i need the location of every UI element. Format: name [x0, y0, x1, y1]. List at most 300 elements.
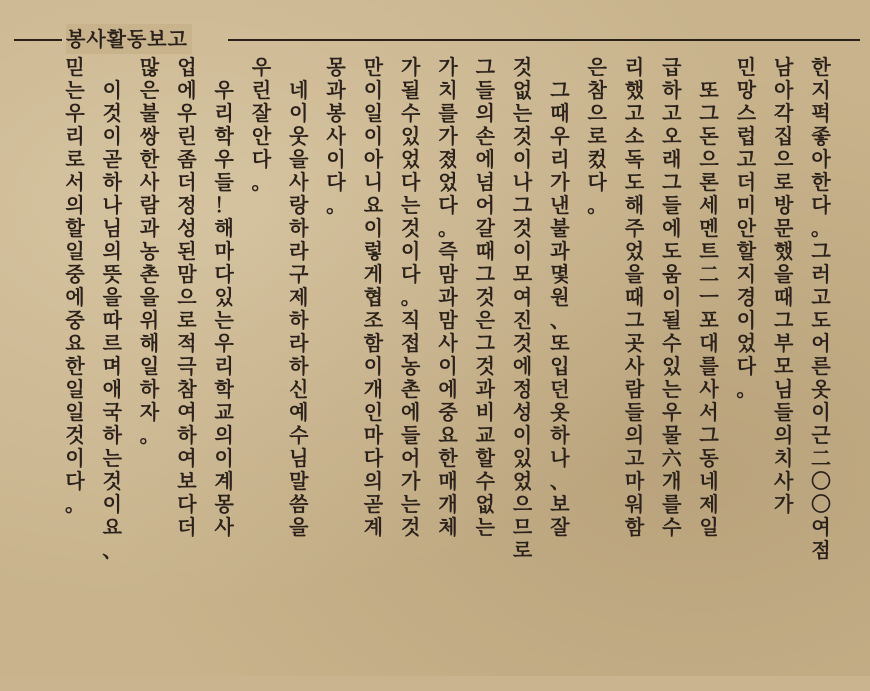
- glyph: 없: [512, 78, 533, 102]
- glyph: 리: [214, 354, 234, 378]
- glyph: 에: [438, 377, 458, 401]
- glyph: 즉: [438, 239, 458, 263]
- header-rule-right: [228, 39, 860, 41]
- glyph: 일: [139, 354, 160, 378]
- glyph: 중: [65, 308, 85, 332]
- glyph: 매: [438, 469, 458, 493]
- glyph: 몽: [326, 55, 346, 79]
- glyph: 으: [699, 147, 719, 171]
- glyph: 다: [811, 193, 831, 217]
- glyph: 에: [662, 216, 682, 240]
- glyph: 이: [662, 285, 682, 309]
- glyph: 물: [662, 423, 682, 447]
- glyph: 게: [363, 262, 384, 286]
- glyph: 마: [624, 469, 645, 493]
- glyph: 오: [662, 124, 682, 148]
- glyph: 이: [363, 216, 384, 240]
- glyph: 할: [65, 216, 85, 240]
- glyph: 여: [512, 285, 533, 309]
- glyph: 므: [512, 515, 533, 539]
- glyph: 말: [289, 469, 309, 493]
- glyph: 하: [177, 423, 197, 447]
- glyph: 여: [811, 515, 831, 539]
- section-title: 봉사활동보고: [66, 24, 192, 54]
- glyph: 의: [475, 101, 495, 125]
- glyph: 고: [736, 147, 757, 171]
- text-column: [580, 56, 614, 668]
- glyph: 이: [102, 124, 122, 148]
- glyph: 는: [475, 515, 495, 539]
- text-column: [282, 56, 316, 691]
- glyph: 그: [550, 78, 570, 102]
- glyph: 인: [363, 400, 384, 424]
- glyph: 랑: [289, 193, 309, 217]
- glyph: 수: [401, 101, 421, 125]
- glyph: 많: [139, 55, 160, 79]
- glyph: 것: [401, 515, 421, 539]
- text-column: [431, 56, 465, 668]
- glyph: 그: [811, 239, 831, 263]
- glyph: 으: [512, 492, 533, 516]
- glyph: 、: [549, 469, 570, 493]
- glyph: 른: [811, 354, 831, 378]
- glyph: 의: [102, 239, 122, 263]
- glyph: 하: [139, 377, 160, 401]
- glyph: 。: [587, 193, 608, 217]
- glyph: 점: [811, 538, 831, 562]
- glyph: 사: [139, 170, 160, 194]
- glyph: 촌: [401, 377, 421, 401]
- glyph: 것: [512, 331, 533, 355]
- glyph: 것: [512, 55, 533, 79]
- glyph: 문: [774, 216, 794, 240]
- glyph: 들: [401, 423, 421, 447]
- glyph: 조: [363, 308, 384, 332]
- glyph: 으: [177, 285, 197, 309]
- glyph: 맘: [177, 262, 197, 286]
- glyph: 그: [699, 423, 719, 447]
- glyph: 스: [736, 101, 757, 125]
- glyph: 민: [736, 55, 757, 79]
- glyph: 그: [475, 331, 495, 355]
- glyph: 한: [811, 170, 831, 194]
- glyph: 급: [662, 55, 682, 79]
- vertical-article-body: [40, 56, 840, 668]
- glyph: 과: [139, 216, 160, 240]
- glyph: 하: [289, 308, 309, 332]
- glyph: 중: [438, 400, 458, 424]
- glyph: 이: [512, 423, 533, 447]
- glyph: 。: [251, 170, 272, 194]
- glyph: 손: [475, 124, 495, 148]
- glyph: 우: [214, 78, 234, 102]
- glyph: 이: [65, 446, 85, 470]
- glyph: 협: [363, 285, 384, 309]
- glyph: 망: [736, 78, 757, 102]
- glyph: 좋: [811, 124, 831, 148]
- glyph: 애: [102, 377, 122, 401]
- glyph: 나: [550, 446, 570, 470]
- glyph: 렇: [363, 239, 384, 263]
- glyph: 우: [177, 101, 197, 125]
- glyph: 다: [736, 354, 757, 378]
- glyph: 있: [512, 446, 533, 470]
- glyph: 촌: [139, 262, 160, 286]
- glyph: 다: [587, 170, 607, 194]
- glyph: 으: [587, 101, 607, 125]
- glyph: 리: [550, 147, 570, 171]
- glyph: 를: [662, 492, 682, 516]
- glyph: 의: [624, 423, 645, 447]
- glyph: 사: [438, 331, 458, 355]
- glyph: 。: [326, 193, 347, 217]
- glyph: 수: [475, 469, 495, 493]
- glyph: 로: [65, 147, 85, 171]
- glyph: 동: [699, 446, 719, 470]
- glyph: 접: [401, 331, 421, 355]
- glyph: 일: [65, 400, 85, 424]
- glyph: 있: [662, 354, 682, 378]
- glyph: 우: [251, 55, 272, 79]
- glyph: 은: [587, 55, 607, 79]
- glyph: 돈: [699, 124, 719, 148]
- glyph: 럽: [736, 124, 757, 148]
- glyph: 고: [662, 101, 682, 125]
- glyph: 모: [512, 262, 533, 286]
- glyph: 요: [438, 423, 458, 447]
- glyph: 농: [401, 354, 421, 378]
- glyph: 던: [550, 377, 570, 401]
- glyph: 에: [401, 400, 421, 424]
- glyph: 린: [177, 124, 197, 148]
- glyph: 개: [662, 469, 682, 493]
- glyph: 집: [774, 124, 794, 148]
- glyph: 때: [624, 285, 645, 309]
- glyph: 다: [214, 262, 234, 286]
- glyph: 이: [736, 308, 757, 332]
- glyph: 하: [102, 170, 122, 194]
- glyph: 우: [214, 331, 234, 355]
- glyph: 이: [363, 124, 384, 148]
- glyph: 개: [438, 492, 458, 516]
- glyph: 포: [699, 308, 719, 332]
- glyph: 二: [699, 262, 720, 286]
- glyph: 요: [363, 193, 384, 217]
- glyph: 로: [177, 308, 197, 332]
- glyph: 과: [550, 239, 570, 263]
- glyph: 경: [736, 285, 757, 309]
- glyph: 안: [736, 216, 757, 240]
- glyph: 더: [177, 170, 197, 194]
- glyph: 〇: [811, 469, 831, 493]
- glyph: 또: [699, 78, 719, 102]
- glyph: 는: [102, 446, 122, 470]
- glyph: 요: [65, 331, 85, 355]
- glyph: 멘: [699, 216, 719, 240]
- glyph: 론: [699, 170, 719, 194]
- glyph: 보: [550, 492, 570, 516]
- glyph: 그: [699, 101, 719, 125]
- glyph: 각: [774, 101, 794, 125]
- text-column: [655, 56, 689, 668]
- glyph: 해: [139, 331, 160, 355]
- glyph: 낸: [550, 193, 570, 217]
- glyph: 함: [624, 515, 645, 539]
- glyph: 계: [214, 469, 234, 493]
- glyph: 교: [475, 423, 495, 447]
- glyph: 아: [774, 78, 794, 102]
- glyph: 계: [363, 515, 384, 539]
- glyph: 과: [475, 377, 495, 401]
- glyph: 린: [251, 78, 272, 102]
- glyph: 비: [475, 400, 495, 424]
- glyph: 좀: [177, 147, 197, 171]
- glyph: 남: [774, 55, 794, 79]
- glyph: 것: [475, 354, 495, 378]
- glyph: 씀: [289, 492, 309, 516]
- glyph: 을: [289, 147, 309, 171]
- glyph: 이: [363, 354, 384, 378]
- text-column: [207, 56, 241, 691]
- header-rule-left: [14, 39, 62, 41]
- glyph: 다: [326, 170, 346, 194]
- glyph: 의: [363, 469, 384, 493]
- glyph: 님: [102, 216, 122, 240]
- glyph: 미: [736, 193, 757, 217]
- glyph: 트: [699, 239, 719, 263]
- glyph: 은: [139, 78, 160, 102]
- glyph: 할: [736, 239, 757, 263]
- glyph: 다: [251, 147, 272, 171]
- glyph: 몇: [550, 262, 570, 286]
- glyph: 때: [550, 101, 570, 125]
- glyph: 을: [624, 262, 645, 286]
- glyph: 들: [662, 193, 682, 217]
- glyph: 들: [624, 400, 645, 424]
- glyph: 맘: [438, 308, 458, 332]
- glyph: 들: [774, 400, 794, 424]
- glyph: 사: [289, 170, 309, 194]
- text-column: [394, 56, 428, 668]
- glyph: 여: [177, 400, 197, 424]
- glyph: 성: [512, 400, 533, 424]
- glyph: 만: [363, 55, 384, 79]
- glyph: 리: [65, 124, 85, 148]
- glyph: 보: [177, 469, 197, 493]
- glyph: 어: [475, 193, 495, 217]
- glyph: 뜻: [102, 262, 122, 286]
- glyph: 를: [438, 101, 458, 125]
- glyph: 했: [774, 239, 794, 263]
- glyph: 。: [736, 377, 757, 401]
- glyph: 。: [438, 216, 458, 240]
- glyph: 며: [102, 354, 122, 378]
- glyph: 우: [214, 147, 234, 171]
- glyph: 수: [662, 331, 682, 355]
- glyph: 하: [550, 423, 570, 447]
- glyph: 직: [401, 308, 421, 332]
- text-column: [804, 56, 838, 668]
- glyph: 봉: [326, 101, 346, 125]
- glyph: ㅡ: [699, 285, 719, 309]
- glyph: 신: [289, 377, 309, 401]
- glyph: 니: [363, 170, 384, 194]
- glyph: 과: [438, 285, 458, 309]
- text-column: [133, 56, 167, 668]
- glyph: 치: [438, 78, 458, 102]
- text-column: [729, 56, 763, 668]
- text-column: [618, 56, 652, 668]
- glyph: 때: [475, 239, 495, 263]
- glyph: 있: [401, 124, 421, 148]
- glyph: 하: [662, 78, 682, 102]
- glyph: 것: [512, 124, 533, 148]
- glyph: 그: [662, 170, 682, 194]
- glyph: 컸: [587, 147, 607, 171]
- glyph: 위: [139, 308, 160, 332]
- glyph: 네: [699, 469, 719, 493]
- glyph: 성: [177, 216, 197, 240]
- glyph: 치: [774, 446, 794, 470]
- glyph: 서: [65, 170, 85, 194]
- glyph: 퍽: [811, 101, 831, 125]
- glyph: 가: [550, 170, 570, 194]
- glyph: 람: [624, 377, 645, 401]
- glyph: 우: [65, 101, 85, 125]
- glyph: 사: [699, 377, 719, 401]
- glyph: 움: [662, 262, 682, 286]
- glyph: 어: [401, 446, 421, 470]
- glyph: 한: [139, 147, 160, 171]
- glyph: 의: [65, 193, 85, 217]
- text-column: [506, 56, 540, 668]
- glyph: 갈: [475, 216, 495, 240]
- glyph: 의: [774, 423, 794, 447]
- glyph: 가: [401, 55, 421, 79]
- glyph: 러: [811, 262, 831, 286]
- glyph: 도: [811, 308, 831, 332]
- glyph: 〇: [811, 492, 831, 516]
- glyph: 믿: [65, 55, 85, 79]
- glyph: 체: [438, 515, 458, 539]
- glyph: 웃: [289, 124, 309, 148]
- glyph: 그: [624, 308, 645, 332]
- glyph: 했: [624, 78, 645, 102]
- glyph: 한: [811, 55, 831, 79]
- glyph: 래: [662, 147, 682, 171]
- glyph: 가: [774, 492, 794, 516]
- glyph: 일: [65, 239, 85, 263]
- glyph: 고: [624, 446, 645, 470]
- glyph: 일: [65, 377, 85, 401]
- glyph: 에: [475, 147, 495, 171]
- glyph: 나: [512, 170, 533, 194]
- glyph: 워: [624, 492, 645, 516]
- glyph: 세: [699, 193, 719, 217]
- glyph: 님: [289, 446, 309, 470]
- glyph: 은: [475, 308, 495, 332]
- glyph: 르: [102, 331, 122, 355]
- glyph: 그: [774, 308, 794, 332]
- glyph: 이: [438, 354, 458, 378]
- text-column: [170, 56, 204, 668]
- glyph: 다: [177, 492, 197, 516]
- glyph: 고: [811, 285, 831, 309]
- glyph: 극: [177, 354, 197, 378]
- glyph: ！: [214, 193, 235, 217]
- glyph: 근: [811, 423, 831, 447]
- glyph: 님: [774, 377, 794, 401]
- glyph: 곧: [363, 492, 384, 516]
- glyph: 예: [289, 400, 309, 424]
- glyph: 함: [363, 331, 384, 355]
- section-header: [14, 22, 860, 52]
- glyph: 。: [400, 285, 421, 309]
- glyph: 하: [102, 423, 122, 447]
- glyph: 한: [438, 446, 458, 470]
- glyph: 그: [475, 262, 495, 286]
- glyph: 몽: [214, 492, 234, 516]
- glyph: 참: [587, 78, 607, 102]
- glyph: 에: [65, 285, 85, 309]
- glyph: 중: [65, 262, 85, 286]
- glyph: 는: [662, 377, 682, 401]
- glyph: 을: [289, 515, 309, 539]
- glyph: 지: [736, 262, 757, 286]
- glyph: 。: [65, 492, 85, 516]
- glyph: 가: [401, 469, 421, 493]
- glyph: 할: [475, 446, 495, 470]
- glyph: 것: [65, 423, 85, 447]
- glyph: 는: [401, 193, 421, 217]
- glyph: 학: [214, 124, 234, 148]
- glyph: 이: [811, 400, 831, 424]
- glyph: 대: [699, 331, 719, 355]
- glyph: 을: [102, 285, 122, 309]
- glyph: 것: [475, 285, 495, 309]
- glyph: 하: [289, 354, 309, 378]
- glyph: 진: [512, 308, 533, 332]
- glyph: 곳: [624, 331, 645, 355]
- glyph: 주: [624, 216, 645, 240]
- glyph: 될: [662, 308, 682, 332]
- glyph: 해: [214, 216, 234, 240]
- glyph: 더: [177, 515, 197, 539]
- glyph: 고: [624, 101, 645, 125]
- glyph: 원: [550, 285, 570, 309]
- glyph: 사: [326, 124, 346, 148]
- glyph: 六: [661, 446, 682, 470]
- glyph: 개: [363, 377, 384, 401]
- glyph: 교: [214, 400, 234, 424]
- glyph: 이: [326, 147, 346, 171]
- glyph: 이: [102, 492, 122, 516]
- glyph: 일: [699, 515, 719, 539]
- glyph: 。: [139, 423, 160, 447]
- glyph: 불: [550, 216, 570, 240]
- glyph: 을: [774, 262, 794, 286]
- glyph: 모: [774, 354, 794, 378]
- glyph: 으: [774, 147, 794, 171]
- glyph: 학: [214, 377, 234, 401]
- glyph: 이: [102, 78, 122, 102]
- glyph: 마: [363, 423, 384, 447]
- glyph: 농: [139, 239, 160, 263]
- text-column: [468, 56, 502, 668]
- glyph: 을: [139, 285, 160, 309]
- glyph: 었: [624, 239, 645, 263]
- glyph: 지: [811, 78, 831, 102]
